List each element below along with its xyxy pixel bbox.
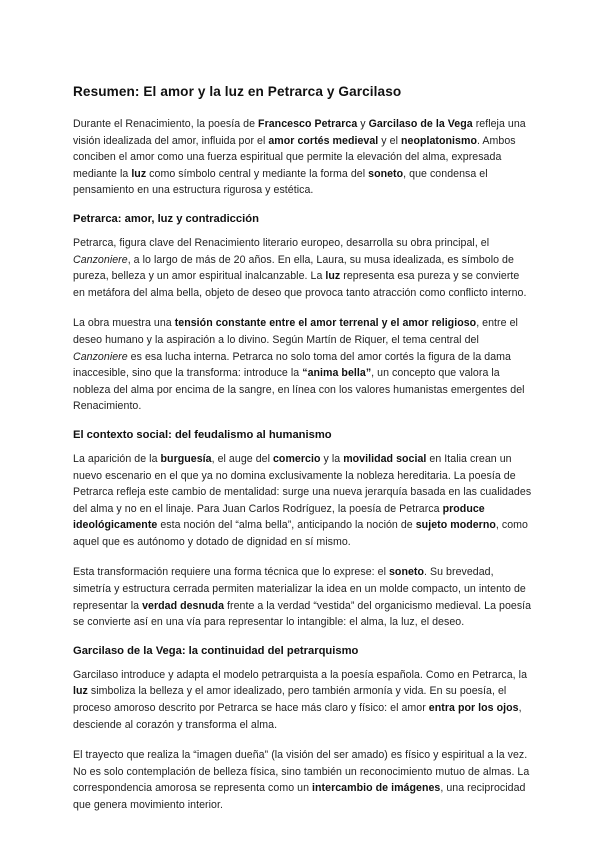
section-heading: Garcilaso de la Vega: la continuidad del petrarquismo <box>73 644 359 657</box>
text-run: es esa lucha interna. Petrarca no solo toma del amor cortés la figura de la dama inaccesible, sino que la transforma: introduce la <box>73 350 511 380</box>
bold-text: soneto <box>368 167 404 180</box>
section-contexto-social <box>73 429 533 631</box>
text-run: representa esa pureza y se convierte en metáfora del alma bella, objeto de deseo que provoca tanto atracción como conflicto interno. <box>73 270 527 299</box>
text-run: en Italia crean un nuevo escenario en el que ya no domina exclusivamente la nobleza hereditaria. La poesía de Petrarca refleja este cambio de mentalidad: surge una nueva jerarquía basada en las cualidades del alma y no en el linaje. Para Juan Carlos Rodríguez, la poesía de Petrarca <box>73 452 532 515</box>
bold-text: amor cortés medieval <box>268 134 379 147</box>
bold-text: entra por los ojos <box>428 702 519 715</box>
body-paragraph <box>73 667 533 733</box>
body-paragraph <box>73 315 533 415</box>
body-paragraph <box>73 747 533 813</box>
document-page <box>73 84 533 828</box>
bold-text: neoplatonismo <box>400 134 477 147</box>
text-run: Garcilaso introduce y adapta el modelo petrarquista a la poesía española. Como en Petrarca, la <box>73 668 528 681</box>
text-run: , que condensa el pensamiento en una estructura rigurosa y estética. <box>73 167 488 197</box>
text-run: , una reciprocidad que genera movimiento interior. <box>73 782 526 811</box>
text-run: y el <box>378 134 401 147</box>
text-run: Esta transformación requiere una forma técnica que lo exprese: el <box>73 566 389 579</box>
text-run: La obra muestra una <box>73 317 175 330</box>
document-title: Resumen: El amor y la luz en Petrarca y Garcilaso <box>73 84 402 99</box>
bold-text: tensión constante entre el amor terrenal y el amor religioso <box>174 317 477 330</box>
text-run: , desciende al corazón y transforma el alma. <box>73 702 522 731</box>
bold-text: “anima bella” <box>302 367 372 380</box>
text-run: , como aquel que es autónomo y dotado de dignidad en sí mismo. <box>73 519 528 548</box>
bold-text: movilidad social <box>343 452 427 465</box>
bold-text: luz <box>73 685 88 698</box>
text-run: refleja una visión idealizada del amor, influida por el <box>73 118 526 147</box>
text-run: Petrarca, figura clave del Renacimiento literario europeo, desarrolla su obra principal, el <box>73 236 490 249</box>
bold-text: intercambio de imágenes <box>312 782 441 795</box>
section-heading: El contexto social: del feudalismo al humanismo <box>73 428 332 441</box>
text-run: . Ambos conciben el amor como una fuerza espiritual que permite la elevación del alma, expresada mediante la <box>73 134 516 180</box>
text-run: Durante el Renacimiento, la poesía de <box>73 118 259 130</box>
text-run: esta noción del “alma bella”, anticipando la noción de <box>157 519 416 532</box>
italic-text: Canzoniere <box>73 253 128 266</box>
bold-text: luz <box>131 167 147 180</box>
section-petrarca <box>73 213 533 415</box>
italic-text: Canzoniere <box>73 350 128 363</box>
text-run: simboliza la belleza y el amor idealizado, pero también armonía y vida. En su poesía, el proceso amoroso descrito por Petrarca se hace más claro y físico: el amor <box>73 685 507 715</box>
bold-text: luz <box>325 270 341 283</box>
text-run: La aparición de la <box>73 452 161 465</box>
bold-text: burguesía <box>160 452 212 465</box>
bold-text: Garcilaso de la Vega <box>368 118 473 130</box>
text-run: y la <box>320 452 344 465</box>
body-paragraph <box>73 451 533 551</box>
bold-text: verdad desnuda <box>142 599 225 612</box>
section-garcilaso <box>73 645 533 814</box>
text-run: y <box>357 118 369 130</box>
text-run: , a lo largo de más de 20 años. En ella, Laura, su musa idealizada, es símbolo de pureza, belleza y un amor espiritual inalcanzable. La <box>73 253 514 283</box>
text-run: frente a la verdad “vestida” del organicismo medieval. La poesía se convierte así en una vía para representar lo intangible: el alma, la luz, el deseo. <box>73 599 532 629</box>
text-run: como símbolo central y mediante la forma del <box>146 167 369 180</box>
body-paragraph <box>73 235 533 301</box>
bold-text: comercio <box>272 452 321 465</box>
bold-text: sujeto moderno <box>415 519 496 532</box>
text-run: , entre el deseo humano y la aspiración a lo divino. Según Martín de Riquer, el tema central del <box>73 317 518 346</box>
intro-paragraph <box>73 116 533 199</box>
section-heading: Petrarca: amor, luz y contradicción <box>73 212 259 225</box>
text-run: El trayecto que realiza la “imagen dueña” (la visión del ser amado) es físico y espiritual a la vez. No es solo contemplación de belleza física, sino también un reconocimiento mutuo de almas. La correspondencia amorosa se representa como un <box>73 749 530 795</box>
text-run: , el auge del <box>211 452 273 465</box>
text-run: , un concepto que valora la nobleza del alma por encima de la sangre, en línea con los valores humanistas emergentes del Renacimiento. <box>73 367 525 413</box>
bold-text: Francesco Petrarca <box>258 118 358 130</box>
body-paragraph <box>73 564 533 630</box>
bold-text: produce ideológicamente <box>73 502 485 532</box>
text-run: . Su brevedad, simetría y estructura cerrada permiten materializar la idea en un molde compacto, un intento de representar la <box>73 566 526 612</box>
bold-text: soneto <box>388 566 425 579</box>
